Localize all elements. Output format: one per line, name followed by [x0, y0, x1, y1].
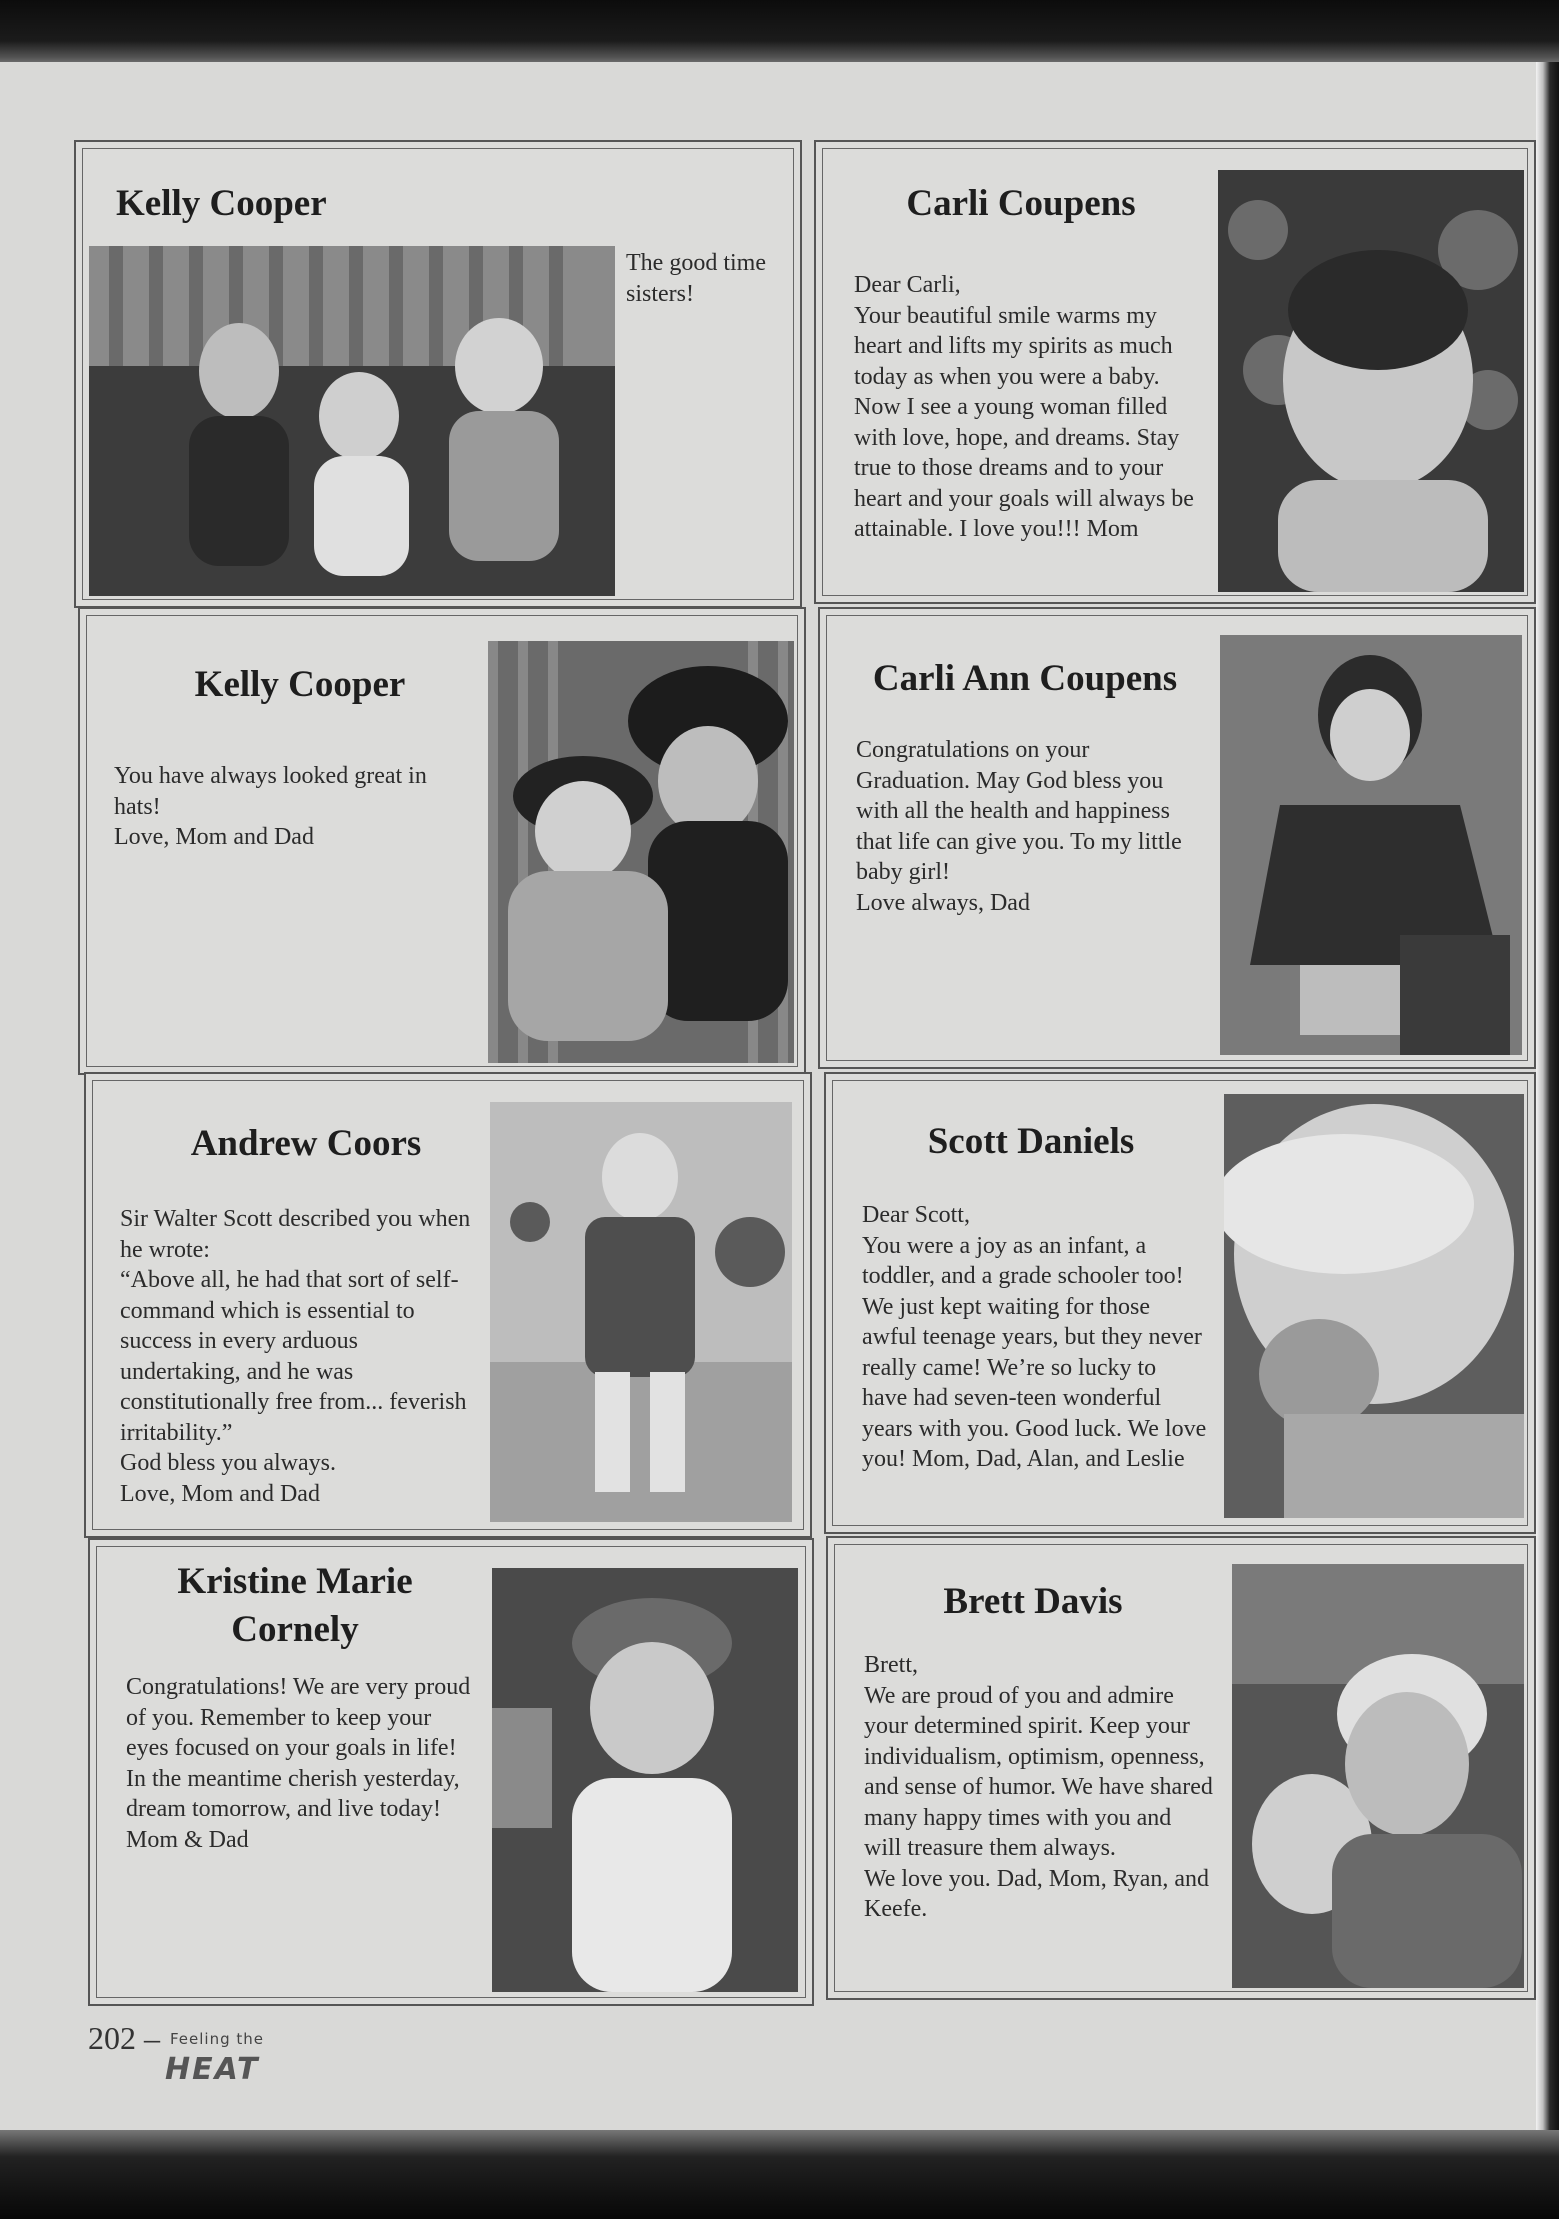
- entry-photo: [488, 641, 794, 1063]
- entry-photo: [1218, 170, 1524, 592]
- entry-photo: [490, 1102, 792, 1522]
- entry-kristine-marie-cornely: [88, 1538, 814, 2006]
- footer-tagline: Feeling the: [170, 2030, 265, 2048]
- entry-name: Kelly Cooper: [116, 183, 327, 224]
- entry-photo: [1224, 1094, 1524, 1518]
- footer-logo: HEAT: [165, 2052, 260, 2087]
- entry-name: Kristine Marie Cornely: [177, 1561, 413, 1650]
- entry-carli-ann-coupens: [818, 607, 1536, 1069]
- entry-message: The good time sisters!: [626, 250, 766, 307]
- entry-message: Dear Carli, Your beautiful smile warms my heart and lifts my spirits as much today as when you were a baby. Now I see a young woman filled with love, hope, and dreams. Stay true to those dreams and to your heart and your goals will always be attainable. I love you!!! Mom: [854, 272, 1194, 542]
- entry-photo: [89, 246, 615, 596]
- entry-message: Brett, We are proud of you and admire your determined spirit. Keep your individualism, optimism, openness, and sense of humor. We have shared many happy times with you and will treasure them always. We love you. Dad, Mom, Ryan, and Keefe.: [864, 1652, 1213, 1922]
- entry-name: Andrew Coors: [190, 1123, 422, 1164]
- entry-kelly-cooper-1: [74, 140, 802, 608]
- scan-bottom-edge: [0, 2130, 1559, 2219]
- entry-carli-coupens: [814, 140, 1536, 604]
- entry-photo: [1232, 1564, 1524, 1988]
- entry-name: Kelly Cooper: [194, 664, 406, 705]
- entry-message: Congratulations! We are very proud of you. Remember to keep your eyes focused on your goals in life! In the meantime cherish yesterday, dream tomorrow, and live today! Mom & Dad: [126, 1674, 471, 1853]
- scan-top-edge: [0, 0, 1559, 68]
- entry-photo: [1220, 635, 1522, 1055]
- entry-name: Carli Ann Coupens: [872, 658, 1178, 699]
- entry-name: Scott Daniels: [927, 1121, 1135, 1162]
- entry-kelly-cooper-2: [78, 607, 806, 1075]
- page-number: 202 –: [88, 2020, 160, 2056]
- entry-brett-davis: [826, 1536, 1536, 2000]
- entry-scott-daniels: [824, 1072, 1536, 1534]
- entry-message: You have always looked great in hats! Love, Mom and Dad: [114, 763, 427, 850]
- entry-name: Brett Davis: [943, 1581, 1123, 1622]
- entry-message: Congratulations on your Graduation. May God bless you with all the health and happiness that life can give you. To my little baby girl! Love always, Dad: [856, 737, 1182, 916]
- entry-message: Dear Scott, You were a joy as an infant, a toddler, and a grade schooler too! We just kept waiting for those awful teenage years, but they never really came! We’re so lucky to have had seven-teen wonderful years with you. Good luck. We love you! Mom, Dad, Alan, and Leslie: [862, 1202, 1207, 1472]
- entry-message: Sir Walter Scott described you when he wrote: “Above all, he had that sort of self-command which is essential to success in every arduous undertaking, and he was constitutionally free from... feverish irritability.” God bless you always. Love, Mom and Dad: [120, 1206, 471, 1507]
- entry-photo: [492, 1568, 798, 1992]
- entry-andrew-coors: [84, 1072, 812, 1538]
- page-right-edge: [1536, 62, 1559, 2152]
- entry-name: Carli Coupens: [906, 183, 1136, 224]
